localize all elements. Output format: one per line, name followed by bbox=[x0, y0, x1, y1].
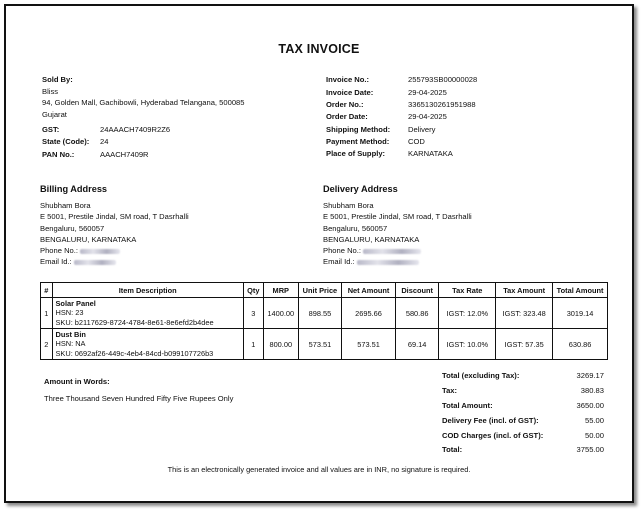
cod-charges-row bbox=[442, 428, 604, 443]
row-tax-amount: IGST: 323.48 bbox=[496, 298, 553, 329]
seller-address-line2: Gujarat bbox=[42, 109, 67, 119]
item-name: Dust Bin bbox=[55, 330, 86, 340]
cod-charges-label: COD Charges (incl. of GST): bbox=[442, 430, 544, 440]
tax-row bbox=[442, 383, 604, 398]
billing-phone-label: Phone No.: bbox=[40, 246, 78, 256]
seller-pan-row bbox=[42, 148, 292, 161]
seller-state-label: State (Code): bbox=[42, 137, 90, 146]
billing-email-redacted bbox=[74, 260, 116, 265]
delivery-phone bbox=[323, 245, 583, 256]
delivery-name: Shubham Bora bbox=[323, 201, 374, 210]
billing-address-block bbox=[40, 184, 300, 268]
item-hsn: HSN: 23 bbox=[55, 308, 84, 318]
header-item-description: Item Description bbox=[52, 283, 243, 298]
seller-pan-label: PAN No.: bbox=[42, 149, 75, 159]
row-tax-rate: IGST: 10.0% bbox=[439, 329, 496, 360]
billing-phone bbox=[40, 245, 300, 256]
row-unit-price: 573.51 bbox=[298, 329, 341, 360]
item-hsn: HSN: NA bbox=[55, 339, 86, 349]
total-amount-label: Total Amount: bbox=[442, 400, 493, 410]
row-description bbox=[52, 298, 243, 329]
seller-name: Bliss bbox=[42, 86, 59, 96]
table-header-row bbox=[41, 283, 608, 298]
amount-in-words-block bbox=[44, 376, 233, 404]
table-row bbox=[41, 329, 608, 360]
payment-method-value: COD bbox=[408, 136, 425, 146]
header-number: # bbox=[41, 283, 53, 298]
seller-gst-label: GST: bbox=[42, 124, 60, 134]
seller-pan-value: AAACH7409R bbox=[100, 149, 149, 159]
place-of-supply-label: Place of Supply: bbox=[326, 149, 386, 159]
header-total-amount: Total Amount bbox=[553, 283, 608, 298]
seller-heading: Sold By: bbox=[42, 75, 73, 84]
header-tax-rate: Tax Rate bbox=[439, 283, 496, 298]
billing-line1: E 5001, Prestile Jindal, SM road, T Dasrhalli bbox=[40, 212, 189, 222]
billing-line2: Bengaluru, 560057 bbox=[40, 223, 105, 233]
delivery-line1: E 5001, Prestile Jindal, SM road, T Dasrhalli bbox=[323, 212, 472, 222]
invoice-page bbox=[4, 4, 634, 503]
header-mrp: MRP bbox=[263, 283, 298, 298]
item-name: Solar Panel bbox=[55, 299, 96, 309]
delivery-line3: BENGALURU, KARNATAKA bbox=[323, 234, 420, 244]
invoice-info-block bbox=[326, 74, 477, 160]
place-of-supply-row bbox=[326, 148, 477, 160]
delivery-fee-row bbox=[442, 413, 604, 428]
shipping-method-row bbox=[326, 123, 477, 135]
order-date-label: Order Date: bbox=[326, 112, 368, 122]
delivery-fee-label: Delivery Fee (incl. of GST): bbox=[442, 415, 539, 425]
total-excluding-tax-label: Total (excluding Tax): bbox=[442, 370, 520, 380]
invoice-date-row bbox=[326, 86, 477, 98]
invoice-number-row bbox=[326, 74, 477, 86]
seller-state-value: 24 bbox=[100, 137, 109, 146]
totals-block bbox=[442, 368, 604, 457]
invoice-date-label: Invoice Date: bbox=[326, 87, 374, 97]
seller-address-line1: 94, Golden Mall, Gachibowli, Hyderabad Telangana, 500085 bbox=[42, 98, 245, 107]
row-mrp: 800.00 bbox=[263, 329, 298, 360]
row-qty: 1 bbox=[243, 329, 263, 360]
delivery-address-heading: Delivery Address bbox=[323, 184, 398, 194]
total-amount-row bbox=[442, 398, 604, 413]
billing-phone-redacted bbox=[80, 249, 120, 254]
payment-method-label: Payment Method: bbox=[326, 136, 390, 146]
total-excluding-tax-row bbox=[442, 368, 604, 383]
seller-state-row bbox=[42, 136, 292, 149]
item-sku: SKU: 0692af26-449c-4eb4-84cd-b099107726b3 bbox=[55, 348, 214, 358]
header-qty: Qty bbox=[243, 283, 263, 298]
order-date-row bbox=[326, 111, 477, 123]
row-net-amount: 2695.66 bbox=[342, 298, 396, 329]
order-number-value: 3365130261951988 bbox=[408, 99, 476, 109]
payment-method-row bbox=[326, 135, 477, 147]
delivery-email-label: Email Id.: bbox=[323, 257, 355, 267]
billing-email bbox=[40, 256, 300, 267]
row-tax-rate: IGST: 12.0% bbox=[439, 298, 496, 329]
seller-block bbox=[42, 74, 292, 161]
seller-gst-row bbox=[42, 123, 292, 136]
header-unit-price: Unit Price bbox=[298, 283, 341, 298]
total-amount-value: 3650.00 bbox=[576, 400, 604, 410]
grand-total-value: 3755.00 bbox=[576, 445, 604, 455]
invoice-title: TAX INVOICE bbox=[278, 42, 360, 56]
table-row bbox=[41, 298, 608, 329]
order-date-value: 29-04-2025 bbox=[408, 112, 447, 122]
invoice-number-label: Invoice No.: bbox=[326, 75, 370, 85]
grand-total-row bbox=[442, 442, 604, 457]
shipping-method-label: Shipping Method: bbox=[326, 124, 391, 134]
row-unit-price: 898.55 bbox=[298, 298, 341, 329]
delivery-fee-value: 55.00 bbox=[584, 415, 604, 425]
row-discount: 580.86 bbox=[395, 298, 438, 329]
delivery-line2: Bengaluru, 560057 bbox=[323, 223, 388, 233]
order-number-label: Order No.: bbox=[326, 99, 364, 109]
order-number-row bbox=[326, 99, 477, 111]
tax-label: Tax: bbox=[442, 385, 458, 395]
shipping-method-value: Delivery bbox=[408, 124, 436, 134]
billing-email-label: Email Id.: bbox=[40, 257, 72, 267]
items-table bbox=[40, 282, 608, 360]
row-discount: 69.14 bbox=[395, 329, 438, 360]
seller-gst-value: 24AAACH7409R2Z6 bbox=[100, 124, 171, 134]
row-tax-amount: IGST: 57.35 bbox=[496, 329, 553, 360]
row-mrp: 1400.00 bbox=[263, 298, 298, 329]
billing-address-heading: Billing Address bbox=[40, 184, 108, 194]
row-total: 3019.14 bbox=[553, 298, 608, 329]
invoice-number-value: 255793SB00000028 bbox=[408, 75, 478, 85]
header-discount: Discount bbox=[395, 283, 438, 298]
delivery-phone-redacted bbox=[363, 249, 421, 254]
header-tax-amount: Tax Amount bbox=[496, 283, 553, 298]
invoice-date-value: 29-04-2025 bbox=[408, 87, 447, 97]
row-number: 2 bbox=[41, 329, 53, 360]
total-excluding-tax-value: 3269.17 bbox=[576, 370, 604, 380]
header-net-amount: Net Amount bbox=[342, 283, 396, 298]
row-number: 1 bbox=[41, 298, 53, 329]
billing-line3: BENGALURU, KARNATAKA bbox=[40, 234, 137, 244]
row-net-amount: 573.51 bbox=[342, 329, 396, 360]
grand-total-label: Total: bbox=[442, 445, 463, 455]
amount-in-words-label: Amount in Words: bbox=[44, 377, 110, 386]
row-description bbox=[52, 329, 243, 360]
row-total: 630.86 bbox=[553, 329, 608, 360]
amount-in-words-value: Three Thousand Seven Hundred Fifty Five Rupees Only bbox=[44, 393, 234, 403]
cod-charges-value: 50.00 bbox=[584, 430, 604, 440]
delivery-phone-label: Phone No.: bbox=[323, 246, 361, 256]
delivery-email bbox=[323, 256, 583, 267]
delivery-email-redacted bbox=[357, 260, 419, 265]
place-of-supply-value: KARNATAKA bbox=[408, 149, 453, 159]
delivery-address-block bbox=[323, 184, 583, 268]
row-qty: 3 bbox=[243, 298, 263, 329]
item-sku: SKU: b2117629-8724-4784-8e61-8e6efd2b4dee bbox=[55, 317, 214, 327]
tax-value: 380.83 bbox=[580, 385, 604, 395]
footer-note: This is an electronically generated invoice and all values are in INR, no signature is required. bbox=[167, 465, 471, 474]
billing-name: Shubham Bora bbox=[40, 201, 91, 210]
